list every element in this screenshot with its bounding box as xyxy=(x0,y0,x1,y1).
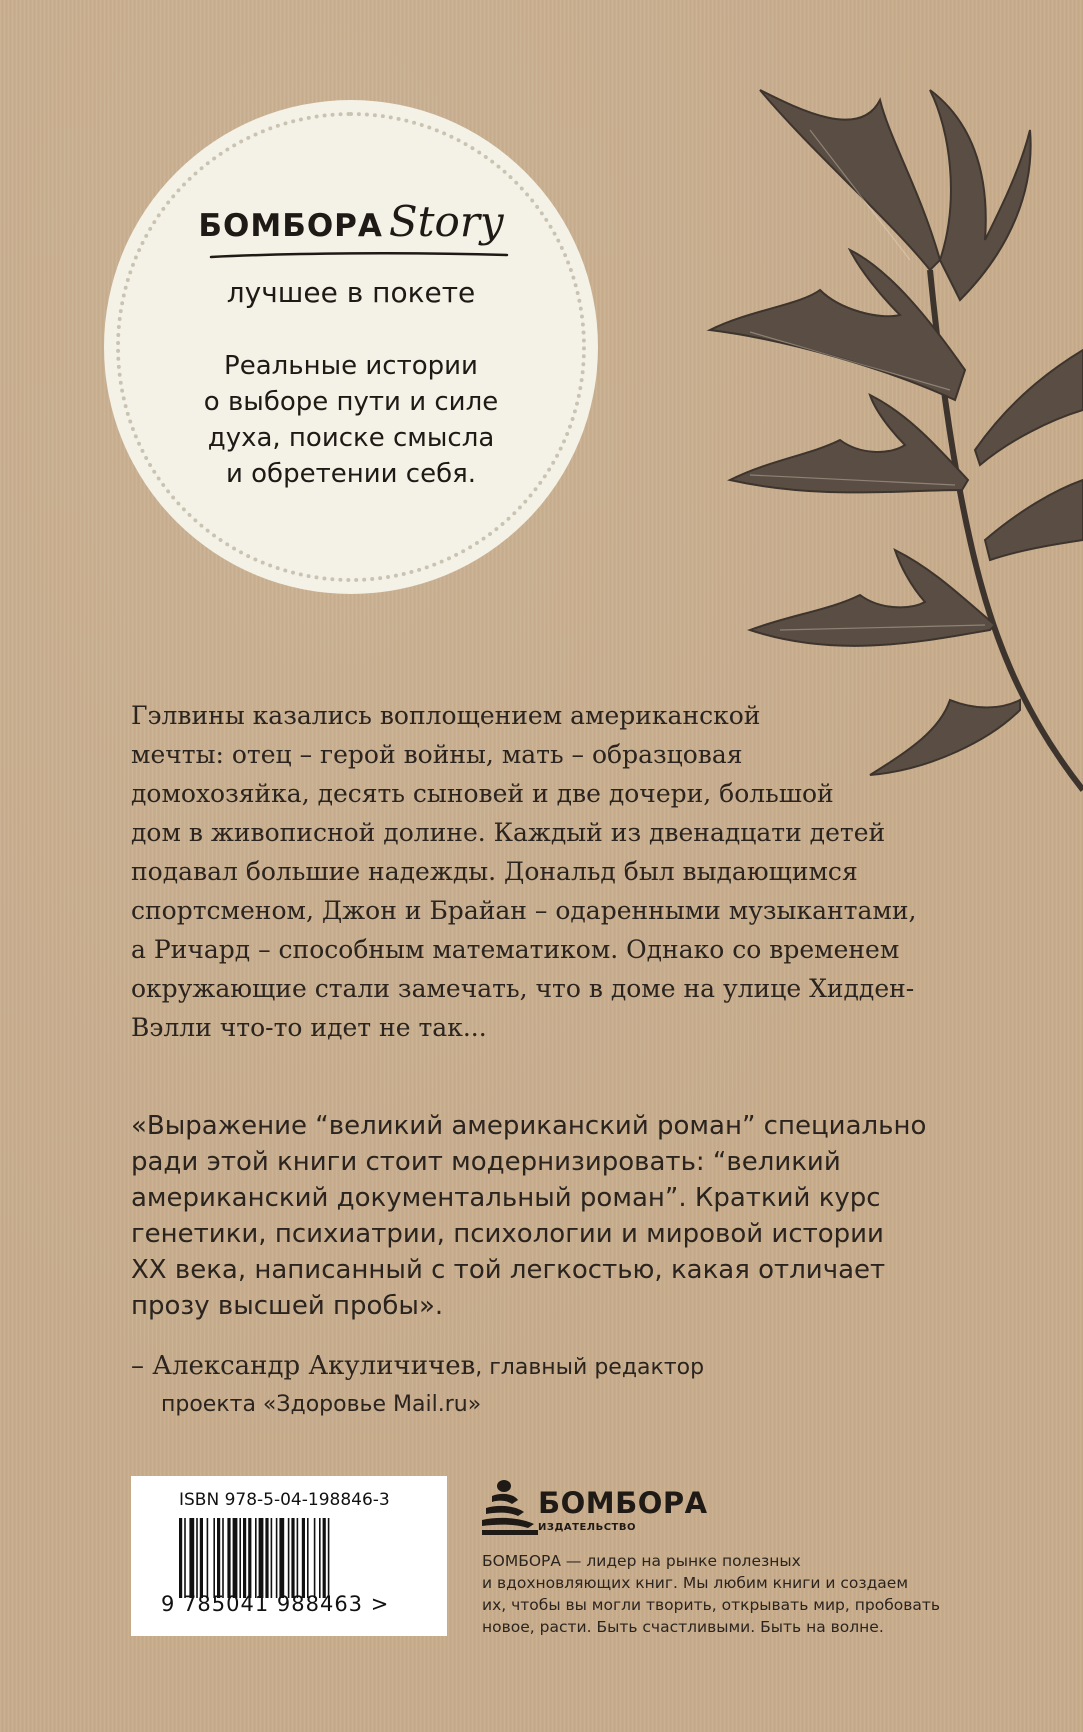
series-description-line: о выборе пути и силе xyxy=(203,387,499,417)
description-line: Вэлли что-то идет не так... xyxy=(131,1013,487,1042)
series-brand-word: БОМБОРА xyxy=(198,208,383,244)
series-description-line: и обретении себя. xyxy=(225,459,477,489)
description-line: дом в живописной долине. Каждый из двенадцати детей xyxy=(131,818,886,847)
description-line: Гэлвины казались воплощением американской xyxy=(131,701,761,730)
book-description xyxy=(131,696,931,1047)
publisher-description-line: их, чтобы вы могли творить, открывать мир, пробовать xyxy=(482,1596,941,1614)
series-brand-script: Story xyxy=(388,197,504,246)
isbn-text: ISBN 978-5-04-198846-3 xyxy=(179,1490,390,1510)
publisher-description xyxy=(482,1550,1042,1638)
brand-underline-stroke xyxy=(209,248,509,262)
series-description-line: Реальные истории xyxy=(224,351,478,381)
quote-line: прозу высшей пробы». xyxy=(131,1291,444,1321)
barcode-icon xyxy=(179,1518,409,1598)
publisher-name: БОМБОРА xyxy=(538,1486,708,1520)
description-line: а Ричард – способным математиком. Однако со временем xyxy=(131,935,900,964)
publisher-description-line: БОМБОРА — лидер на рынке полезных xyxy=(482,1552,801,1570)
publisher-description-line: новое, расти. Быть счастливыми. Быть на волне. xyxy=(482,1618,884,1636)
publisher-logo-icon xyxy=(482,1478,542,1536)
description-line: домохозяйка, десять сыновей и две дочери, большой xyxy=(131,779,834,808)
quote-author: – Александр Акуличичев xyxy=(131,1351,476,1381)
quote-author-role: , главный редактор xyxy=(475,1355,705,1380)
description-line: спортсменом, Джон и Брайан – одаренными музыкантами, xyxy=(131,896,917,925)
publisher-description-line: и вдохновляющих книг. Мы любим книги и создаем xyxy=(482,1574,909,1592)
quote-attribution xyxy=(131,1348,931,1423)
series-tagline: лучшее в покете xyxy=(226,276,476,309)
barcode-number: 9 785041 988463 > xyxy=(161,1592,390,1616)
series-description-line: духа, поиске смысла xyxy=(207,423,495,453)
quote-line: XX века, написанный с той легкостью, какая отличает xyxy=(131,1255,886,1285)
series-description xyxy=(164,348,538,492)
publisher-subtitle: ИЗДАТЕЛЬСТВО xyxy=(538,1522,636,1533)
review-quote xyxy=(131,1108,951,1324)
description-line: подавал большие надежды. Дональд был выдающимся xyxy=(131,857,858,886)
description-line: окружающие стали замечать, что в доме на улице Хидден- xyxy=(131,974,915,1003)
series-brand xyxy=(104,197,598,246)
quote-line: ради этой книги стоит модернизировать: “великий xyxy=(131,1147,841,1177)
botanical-leaf-icon xyxy=(690,70,1083,800)
quote-author-project: проекта «Здоровье Mail.ru» xyxy=(161,1392,482,1417)
series-badge xyxy=(104,100,598,594)
quote-line: американский документальный роман”. Краткий курс xyxy=(131,1183,881,1213)
badge-dotted-ring xyxy=(116,112,586,582)
barcode-panel xyxy=(131,1476,447,1636)
quote-line: генетики, психиатрии, психологии и мировой истории xyxy=(131,1219,884,1249)
description-line: мечты: отец – герой войны, мать – образцовая xyxy=(131,740,743,769)
quote-line: «Выражение “великий американский роман” специально xyxy=(131,1111,927,1141)
